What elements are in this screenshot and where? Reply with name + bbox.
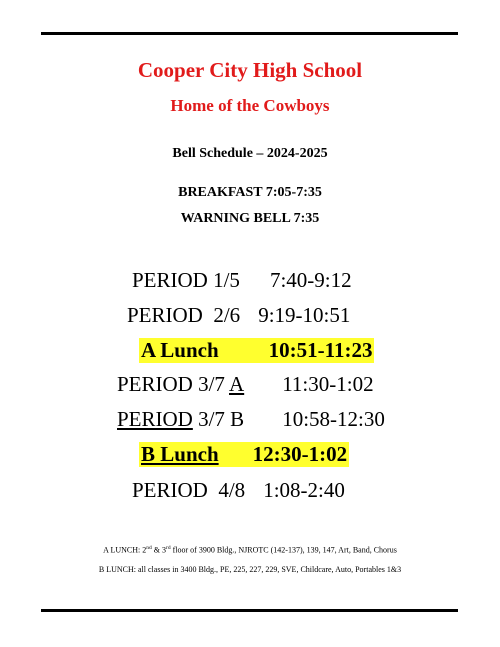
note-superscript: nd — [146, 545, 152, 551]
period-label: PERIOD 4/8 — [132, 478, 246, 502]
schedule-title: Bell Schedule – 2024-2025 — [172, 146, 328, 161]
note-text: & 3 — [151, 545, 167, 555]
note-text: A LUNCH: 2 — [103, 545, 147, 555]
lunch-label: A Lunch — [141, 338, 219, 362]
period-row-3-7-b — [117, 407, 385, 432]
a-lunch-row — [139, 338, 374, 363]
school-name: Cooper City High School — [137, 58, 363, 82]
period-time: 1:08-2:40 — [263, 478, 345, 502]
period-label: PERIOD 2/6 — [127, 303, 241, 327]
period-row-1 — [132, 268, 352, 293]
period-time: 11:30-1:02 — [282, 372, 374, 396]
period-label: 3/7 B — [192, 407, 245, 431]
period-row-4-8 — [132, 478, 345, 503]
period-label-prefix: PERIOD — [117, 407, 193, 431]
warning-bell-time: WARNING BELL 7:35 — [180, 211, 320, 226]
lunch-label: B Lunch — [141, 442, 219, 466]
lunch-time: 10:51-11:23 — [268, 338, 373, 362]
a-lunch-note — [0, 545, 500, 555]
period-label: PERIOD 1/5 — [132, 268, 240, 292]
period-time: 10:58-12:30 — [282, 407, 385, 431]
breakfast-time: BREAKFAST 7:05-7:35 — [178, 185, 322, 200]
school-tagline: Home of the Cowboys — [170, 96, 330, 115]
period-label: PERIOD 3/7 — [117, 372, 230, 396]
period-row-3-7-a — [117, 372, 374, 397]
note-text: floor of 3900 Bldg., NJROTC (142-137), 139, 147, Art, Band, Chorus — [170, 545, 397, 555]
period-row-2 — [127, 303, 350, 328]
period-time: 7:40-9:12 — [269, 268, 352, 292]
b-lunch-row — [139, 442, 349, 467]
period-time: 9:19-10:51 — [258, 303, 351, 327]
bottom-divider — [41, 609, 458, 612]
b-lunch-note: B LUNCH: all classes in 3400 Bldg., PE, 225, 227, 229, SVE, Childcare, Auto, Portables 1&3 — [98, 565, 402, 574]
note-superscript: rd — [166, 545, 171, 551]
period-label-suffix: A — [229, 372, 245, 396]
lunch-time: 12:30-1:02 — [252, 442, 348, 466]
top-divider — [41, 32, 458, 35]
